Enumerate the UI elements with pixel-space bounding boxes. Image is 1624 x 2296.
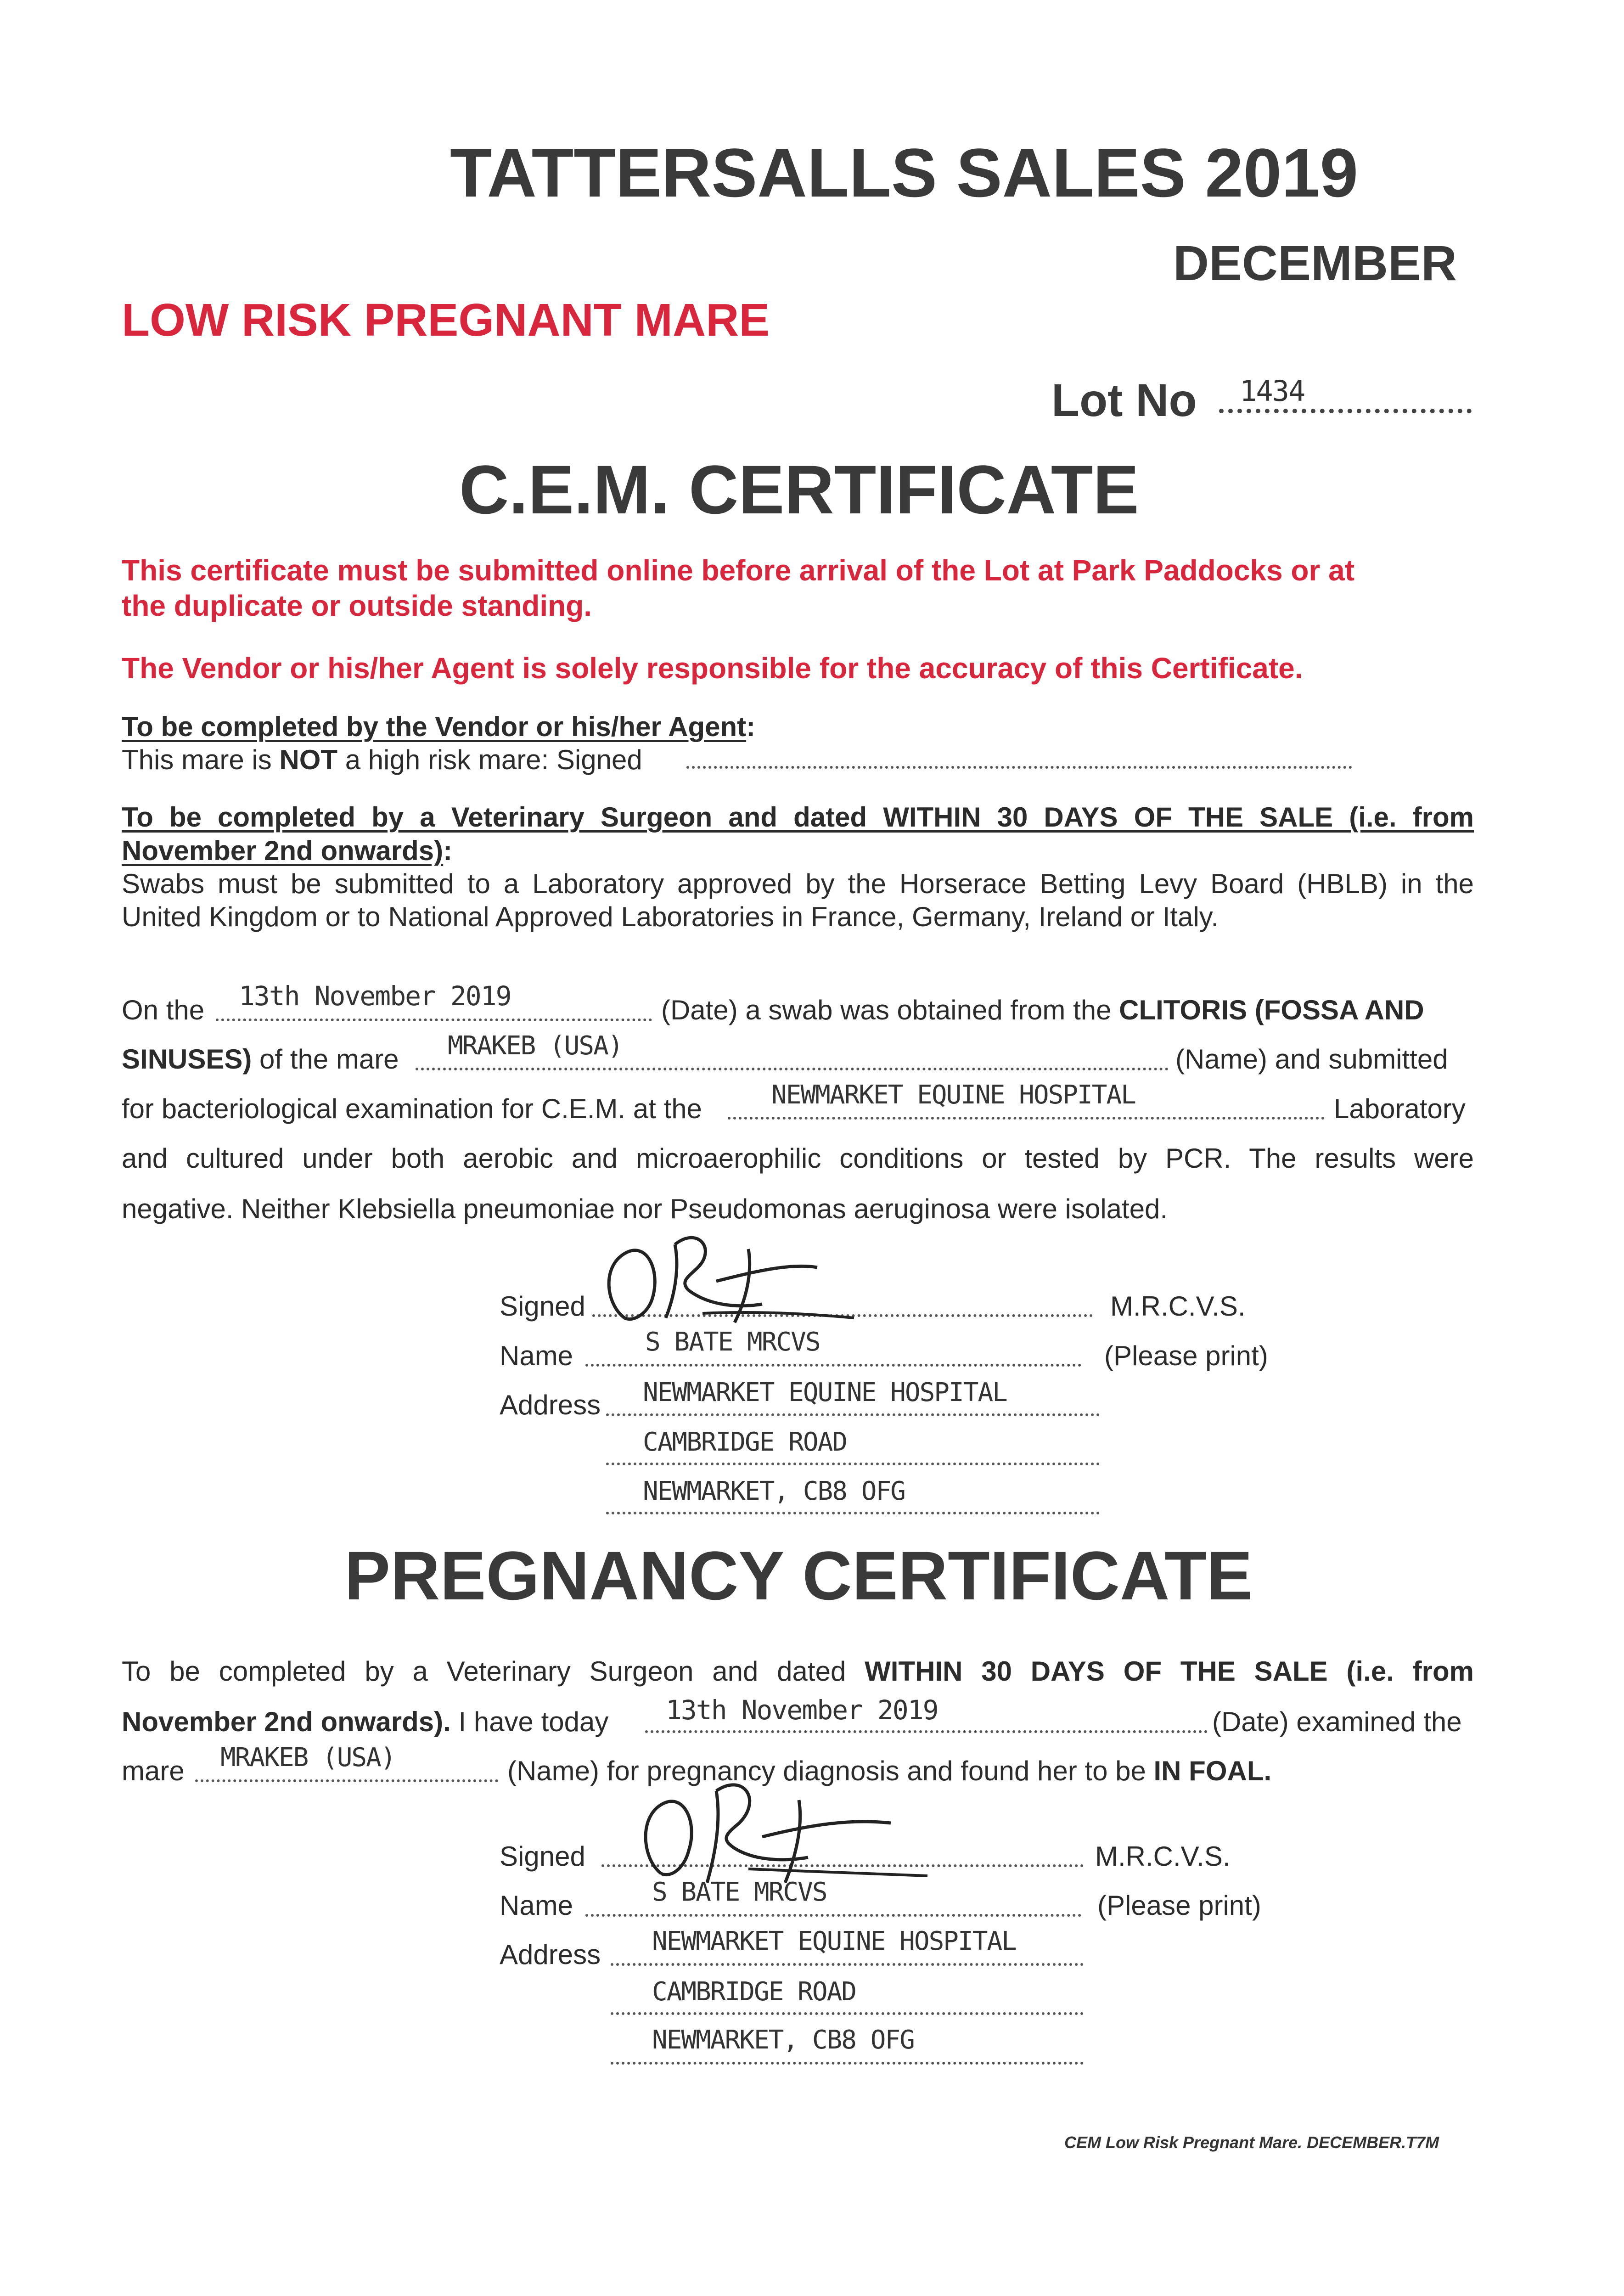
preg-address-line-1 <box>611 1963 1084 1966</box>
preg-mare-line <box>195 1779 498 1782</box>
cem-address-value-2: CAMBRIDGE ROAD <box>643 1427 847 1457</box>
swab-date-suffix: (Date) a swab was obtained from the CLITORIS (FOSSA AND <box>661 995 1424 1025</box>
preg-signature <box>634 1759 955 1896</box>
cem-signed-label: Signed <box>500 1291 585 1322</box>
preg-line-3-end: (Name) for pregnancy diagnosis and found her to be IN FOAL. <box>507 1756 1272 1786</box>
lab-line <box>728 1117 1325 1120</box>
preg-address-line-3 <box>611 2062 1084 2065</box>
on-the-label: On the <box>122 995 205 1025</box>
preg-address-value-2: CAMBRIDGE ROAD <box>652 1977 856 2007</box>
name-and-submitted: (Name) and submitted <box>1175 1044 1448 1075</box>
cem-mare-name-line <box>416 1068 1169 1070</box>
cem-para-line-4: and cultured under both aerobic and microaerophilic conditions or tested by PCR. The results were <box>122 1143 1474 1174</box>
swab-date-value: 13th November 2019 <box>239 980 511 1012</box>
lot-label: Lot No <box>1051 375 1197 426</box>
vendor-signature-line[interactable] <box>686 766 1352 769</box>
main-title: TATTERSALLS SALES 2019 <box>450 134 1359 211</box>
preg-line-2-start: November 2nd onwards). I have today <box>122 1706 609 1737</box>
preg-address-value-1: NEWMARKET EQUINE HOSPITAL <box>652 1926 1016 1956</box>
cem-name-value: S BATE MRCVS <box>645 1327 820 1357</box>
lot-number-value: 1434 <box>1240 374 1305 408</box>
cem-name-line <box>585 1364 1081 1367</box>
lot-number-line <box>1219 409 1472 413</box>
cem-address-line-3 <box>606 1512 1100 1514</box>
vendor-responsibility: The Vendor or his/her Agent is solely responsible for the accuracy of this Certificate. <box>122 652 1303 685</box>
cem-address-value-1: NEWMARKET EQUINE HOSPITAL <box>643 1378 1007 1407</box>
preg-address-value-3: NEWMARKET, CB8 OFG <box>652 2025 914 2055</box>
preg-address-line-2 <box>611 2012 1084 2015</box>
sinuses-line: SINUSES) of the mare <box>122 1044 399 1075</box>
cem-address-label: Address <box>500 1390 601 1420</box>
cem-title: C.E.M. CERTIFICATE <box>459 451 1139 528</box>
cem-address-line-1 <box>606 1413 1100 1416</box>
vendor-heading: To be completed by the Vendor or his/her Agent: <box>122 711 756 742</box>
preg-please-print: (Please print) <box>1097 1890 1261 1921</box>
cem-address-value-3: NEWMARKET, CB8 OFG <box>643 1476 905 1506</box>
cem-para-line-5: negative. Neither Klebsiella pneumoniae nor Pseudomonas aeruginosa were isolated. <box>122 1193 1168 1224</box>
risk-label: LOW RISK PREGNANT MARE <box>122 294 770 346</box>
cem-address-line-2 <box>606 1463 1100 1465</box>
preg-line-1: To be completed by a Veterinary Surgeon and dated WITHIN 30 DAYS OF THE SALE (i.e. from <box>122 1656 1474 1687</box>
preg-name-value: S BATE MRCVS <box>652 1877 827 1907</box>
pregnancy-title: PREGNANCY CERTIFICATE <box>344 1537 1253 1614</box>
swab-info-line-2: United Kingdom or to National Approved Laboratories in France, Germany, Ireland or Italy. <box>122 901 1219 932</box>
preg-name-label: Name <box>500 1890 573 1921</box>
preg-signed-label: Signed <box>500 1841 585 1872</box>
form-code: CEM Low Risk Pregnant Mare. DECEMBER.T7M <box>1064 2133 1439 2152</box>
swab-date-line <box>216 1019 652 1021</box>
warning-line-1: This certificate must be submitted online before arrival of the Lot at Park Paddocks or at <box>122 554 1355 587</box>
cem-signature <box>597 1212 882 1332</box>
vendor-statement: This mare is NOT a high risk mare: Signed <box>122 744 642 775</box>
preg-address-label: Address <box>500 1939 601 1970</box>
swab-info-line-1: Swabs must be submitted to a Laboratory approved by the Horserace Betting Levy Board (HBLB) in the <box>122 868 1474 899</box>
vet-heading-line-2: November 2nd onwards): <box>122 835 453 866</box>
warning-line-2: the duplicate or outside standing. <box>122 589 592 622</box>
preg-date-line <box>645 1730 1208 1733</box>
preg-mare-value: MRAKEB (USA) <box>220 1743 395 1773</box>
lab-value: NEWMARKET EQUINE HOSPITAL <box>771 1080 1135 1110</box>
sale-month: DECEMBER <box>1173 235 1457 291</box>
vet-heading-line-1: To be completed by a Veterinary Surgeon and dated WITHIN 30 DAYS OF THE SALE (i.e. from <box>122 802 1474 833</box>
cem-mrcvs-label: M.R.C.V.S. <box>1110 1291 1246 1322</box>
laboratory-label: Laboratory <box>1334 1093 1466 1124</box>
cem-please-print: (Please print) <box>1104 1340 1268 1371</box>
preg-date-value: 13th November 2019 <box>666 1694 938 1726</box>
preg-name-line <box>585 1914 1081 1917</box>
preg-line-2-end: (Date) examined the <box>1212 1706 1462 1737</box>
cem-mare-name-value: MRAKEB (USA) <box>448 1031 623 1061</box>
cem-name-label: Name <box>500 1340 573 1371</box>
preg-mare-label: mare <box>122 1756 185 1786</box>
preg-mrcvs-label: M.R.C.V.S. <box>1095 1841 1231 1872</box>
bacterio-label: for bacteriological examination for C.E.M. at the <box>122 1093 702 1124</box>
